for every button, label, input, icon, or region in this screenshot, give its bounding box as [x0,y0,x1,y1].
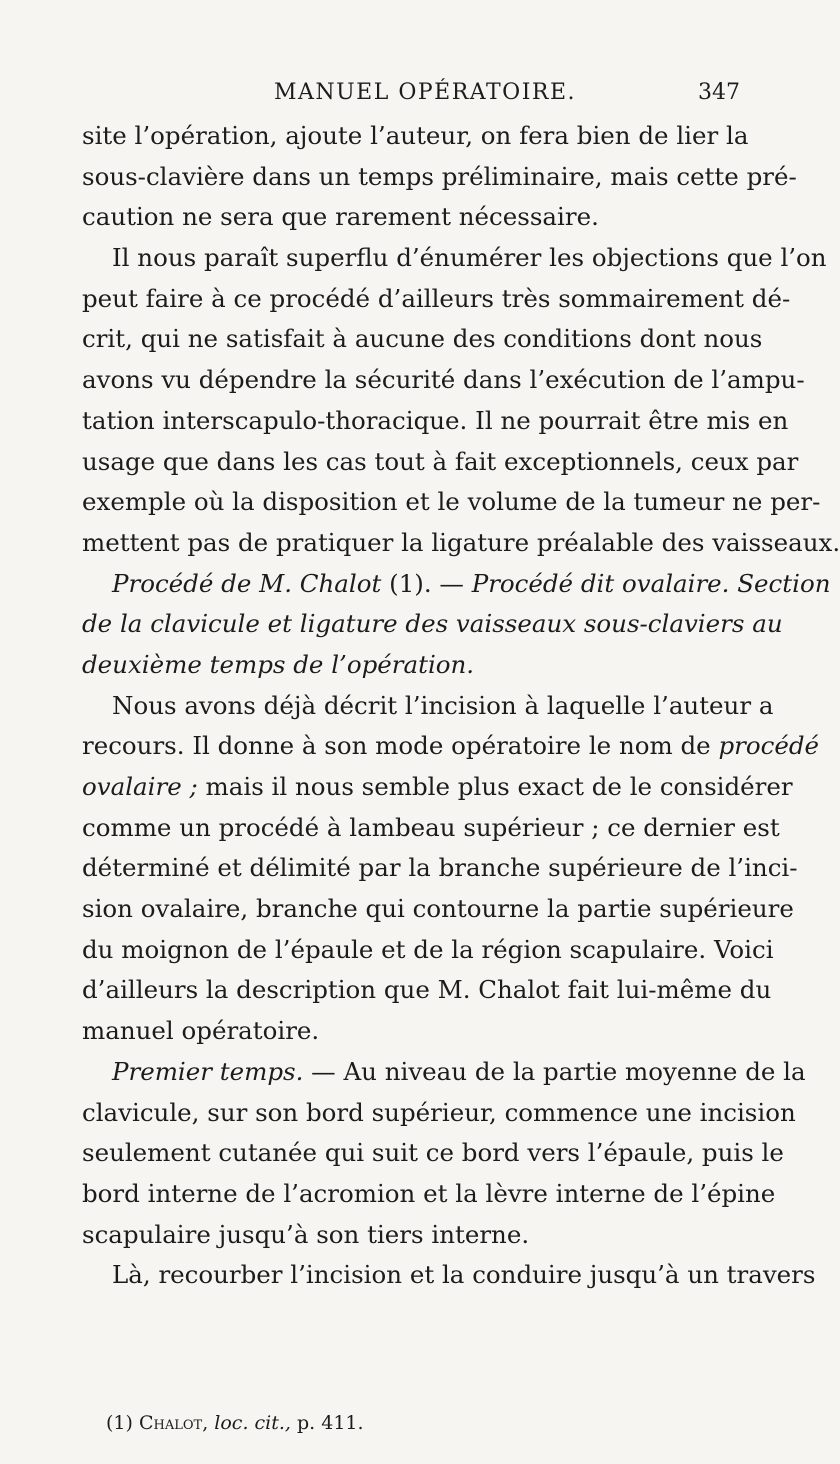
section-heading: deuxième temps de l’opération. [82,649,475,679]
footnote-marker: (1) [106,1412,133,1434]
running-title: MANUEL OPÉRATOIRE. [273,80,577,105]
text-line: usage que dans les cas tout à fait exceptionnels, ceux par [82,446,799,476]
section-heading: Procédé de M. Chalot (1). — Procédé dit ovalaire. Section [112,568,831,598]
page-header [110,80,740,110]
footnote-page: p. 411. [297,1412,364,1434]
body-text [82,116,840,1296]
text-line: déterminé et délimité par la branche supérieure de l’inci- [82,853,798,883]
text-line: mettent pas de pratiquer la ligature préalable des vaisseaux. [82,527,840,557]
text-line: exemple où la disposition et le volume de la tumeur ne per- [82,487,821,517]
text-line: crit, qui ne satisfait à aucune des conditions dont nous [82,324,763,354]
paragraph-start: Là, recourber l’incision et la conduire jusqu’à un travers [112,1260,816,1290]
text-line: avons vu dépendre la sécurité dans l’exécution de l’ampu- [82,365,805,395]
paragraph-start: Il nous paraît superflu d’énumérer les objections que l’on [112,243,827,273]
paragraph-start: Premier temps. — Au niveau de la partie moyenne de la [112,1056,806,1086]
text-line: ovalaire ; mais il nous semble plus exact de le considérer [82,772,793,801]
text-line: scapulaire jusqu’à son tiers interne. [82,1219,530,1249]
text-line: site l’opération, ajoute l’auteur, on fera bien de lier la [82,121,749,150]
text-line: clavicule, sur son bord supérieur, commence une incision [82,1097,796,1127]
text-line: du moignon de l’épaule et de la région scapulaire. Voici [82,934,774,964]
paragraph-start: Nous avons déjà décrit l’incision à laquelle l’auteur a [112,690,774,720]
text-line: caution ne sera que rarement nécessaire. [82,202,599,232]
text-line: seulement cutanée qui suit ce bord vers l’épaule, puis le [82,1138,784,1168]
page-number: 347 [698,80,740,105]
footnote-reference: loc. cit., [214,1412,291,1434]
text-line: bord interne de l’acromion et la lèvre interne de l’épine [82,1178,776,1208]
footnote [106,1412,364,1434]
text-line: sion ovalaire, branche qui contourne la partie supérieure [82,894,794,924]
text-line: sous-clavière dans un temps préliminaire, mais cette pré- [82,161,797,191]
section-heading: de la clavicule et ligature des vaisseaux sous-claviers au [82,609,783,639]
text-line: peut faire à ce procédé d’ailleurs très sommairement dé- [82,283,791,313]
text-line: recours. Il donne à son mode opératoire le nom de procédé [82,731,820,761]
text-line: manuel opératoire. [82,1016,320,1046]
footnote-author: Chalot, [138,1412,209,1434]
text-line: comme un procédé à lambeau supérieur ; ce dernier est [82,812,780,842]
text-line: tation interscapulo-thoracique. Il ne pourrait être mis en [82,405,789,435]
text-line: d’ailleurs la description que M. Chalot fait lui-même du [82,975,772,1005]
